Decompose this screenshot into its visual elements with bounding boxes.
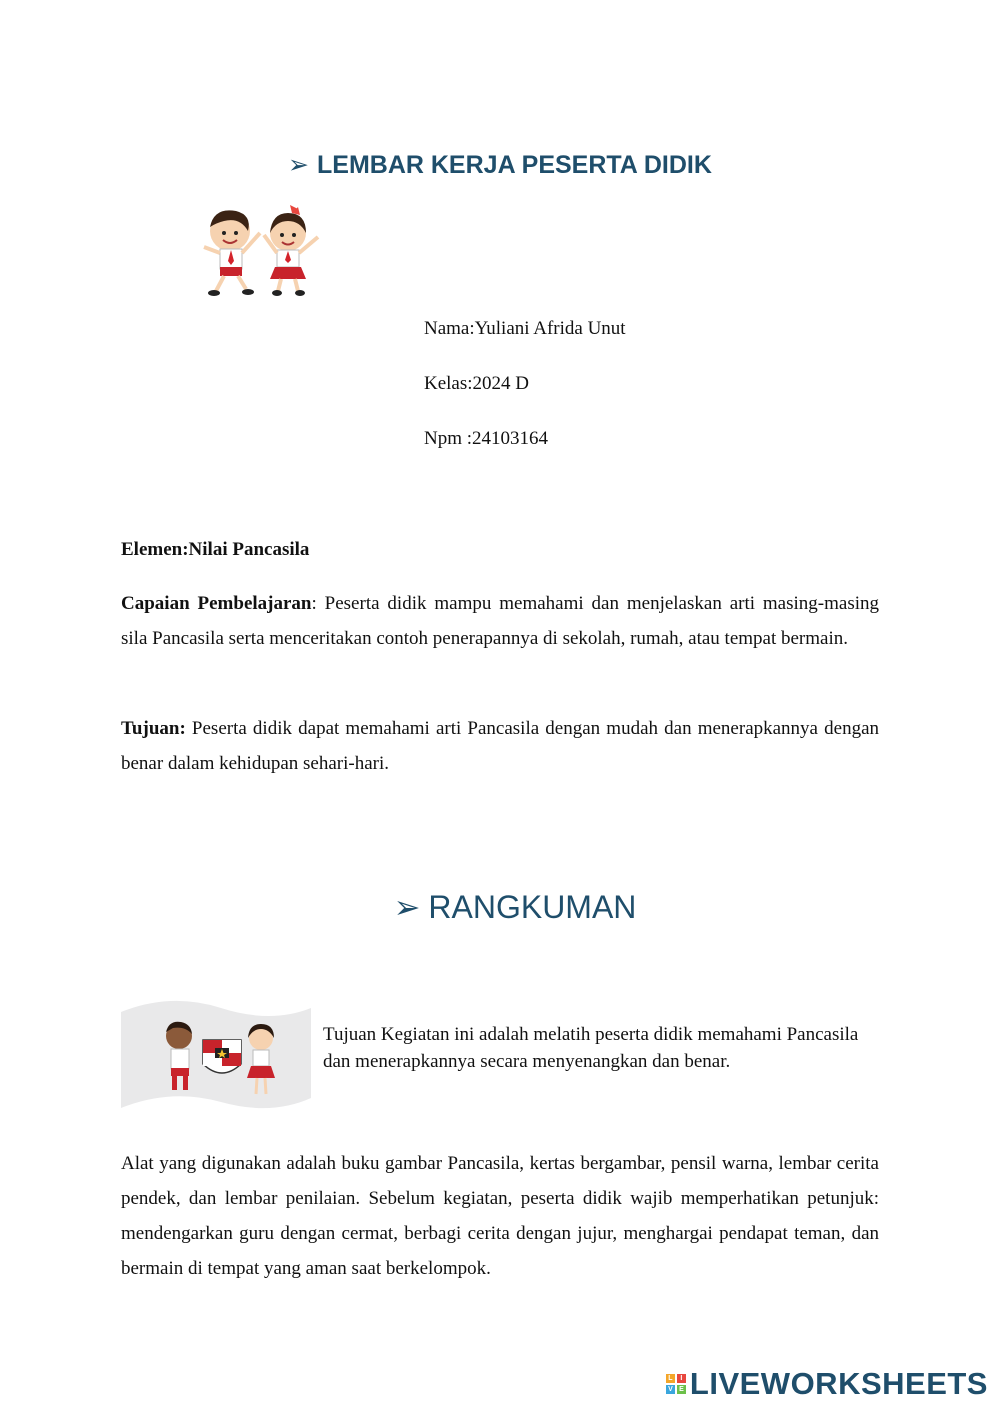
logo-tile: E — [677, 1385, 686, 1394]
liveworksheets-logo-icon — [666, 1374, 686, 1394]
logo-tile: L — [666, 1374, 675, 1383]
capaian-text: : Peserta didik mampu memahami dan menjelaskan arti masing-masing sila Pancasila serta menceritakan contoh penerapannya di sekolah, rumah, atau tempat bermain. — [121, 593, 880, 649]
liveworksheets-logo — [666, 1366, 988, 1402]
elemen-value: Nilai Pancasila — [188, 539, 310, 560]
capaian-label: Capaian Pembelajaran — [121, 593, 312, 614]
capaian-paragraph — [121, 586, 879, 656]
pancasila-illustration — [121, 998, 311, 1116]
tujuan-text: Peserta didik dapat memahami arti Pancasila dengan mudah dan menerapkannya dengan benar dalam kehidupan sehari-hari. — [121, 718, 879, 774]
worksheet-title — [0, 150, 1000, 180]
arrow-bullet-icon: ➢ — [288, 151, 309, 179]
students-illustration — [180, 203, 330, 298]
tujuan-paragraph — [121, 711, 879, 781]
liveworksheets-brand-text: LIVEWORKSHEETS — [689, 1366, 988, 1401]
logo-tile: I — [677, 1374, 686, 1383]
arrow-bullet-icon: ➢ — [393, 889, 421, 925]
student-name: Nama:Yuliani Afrida Unut — [424, 318, 626, 339]
elemen-line — [121, 532, 879, 567]
student-npm: Npm :24103164 — [424, 428, 549, 449]
worksheet-title-text: LEMBAR KERJA PESERTA DIDIK — [317, 151, 712, 179]
summary-title — [0, 888, 1000, 926]
summary-body: Alat yang digunakan adalah buku gambar Pancasila, kertas bergambar, pensil warna, lembar cerita pendek, dan lembar penilaian. Sebelum kegiatan, peserta didik wajib memperhatikan petunjuk: mendengarkan guru dengan cermat, berbagi cerita dengan jujur, menghargai pendapat teman, dan bermain di tempat yang aman saat berkelompok. — [121, 1153, 879, 1279]
elemen-label: Elemen: — [121, 539, 189, 560]
logo-tile: V — [666, 1385, 675, 1394]
summary-side-text: Tujuan Kegiatan ini adalah melatih peserta didik memahami Pancasila dan menerapkannya secara menyenangkan dan benar. — [323, 1024, 859, 1072]
summary-title-text: RANGKUMAN — [428, 889, 637, 925]
student-class: Kelas:2024 D — [424, 373, 530, 394]
tujuan-label: Tujuan: — [121, 718, 186, 739]
